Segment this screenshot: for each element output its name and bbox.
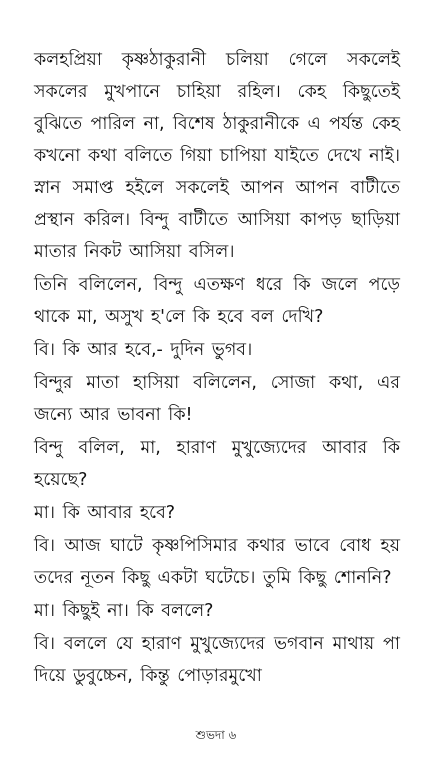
paragraph: বিন্দুর মাতা হাসিয়া বলিলেন, সোজা কথা, এর জন্যে আর ভাবনা কি! (34, 373, 400, 425)
paragraph: বি। বললে যে হারাণ মুখুজ্যেদের ভগবান মাথায় পা দিয়ে ডুবুচ্চেন, কিন্তু পোড়ারমুখো (34, 634, 400, 686)
paragraph: বি। আজ ঘাটে কৃষ্ণপিসিমার কথার ভাবে বোধ হয় তদের নূতন কিছু একটা ঘটেচে। তুমি কিছু শোননি? (34, 536, 400, 588)
page-body (34, 44, 400, 693)
paragraph: কলহপ্রিয়া কৃষ্ণঠাকুরানী চলিয়া গেলে সকলেই সকলের মুখপানে চাহিয়া রহিল। কেহ কিছুতেই বুঝিতে পারিল না, বিশেষ ঠাকুরানীকে এ পর্যন্ত কেহ কখনো কথা বলিতে গিয়া চাপিয়া যাইতে দেখে নাই। স্নান সমাপ্ত হইলে সকলেই আপন আপন বাটীতে প্রস্থান করিল। বিন্দু বাটীতে আসিয়া কাপড় ছাড়িয়া মাতার নিকট আসিয়া বসিল। (34, 50, 401, 262)
paragraph: বি। কি আর হবে,- দুদিন ভুগব। (34, 340, 253, 360)
paragraph: বিন্দু বলিল, মা, হারাণ মুখুজ্যেদের আবার কি হয়েছে? (34, 438, 400, 490)
paragraph: তিনি বলিলেন, বিন্দু এতক্ষণ ধরে কি জলে পড়ে থাকে মা, অসুখ হ'লে কি হবে বল দেখি? (34, 275, 400, 327)
paragraph: মা। কি আবার হবে? (34, 503, 176, 523)
paragraph: মা। কিছুই না। কি বললে? (34, 601, 214, 621)
page-footer: শুভদা ৬ (195, 728, 237, 742)
